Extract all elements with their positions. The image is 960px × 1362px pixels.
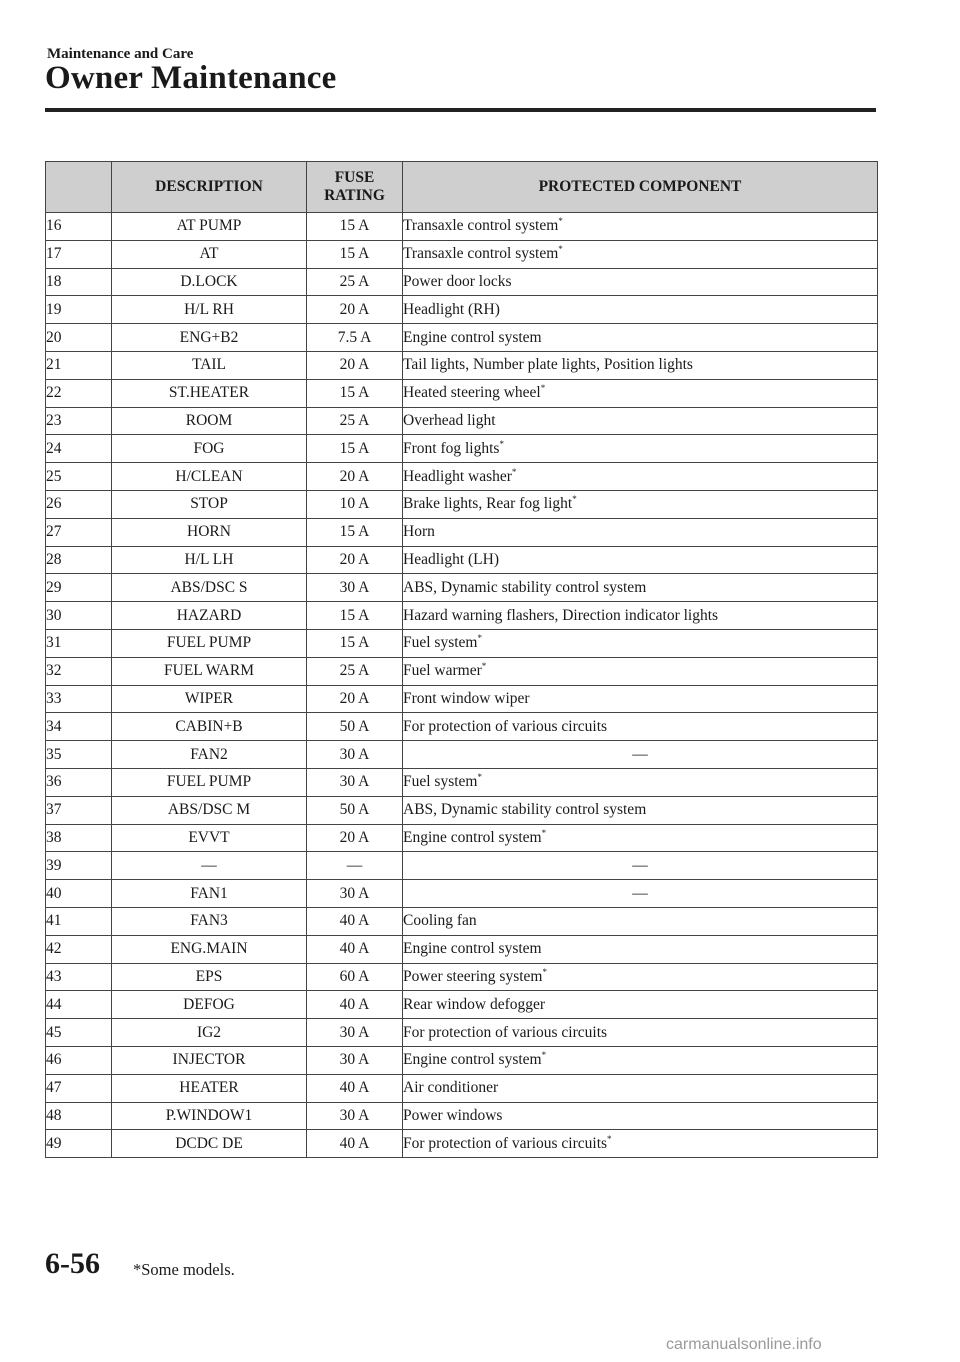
table-row [46, 1019, 878, 1047]
fuse-number: 27 [46, 518, 112, 546]
page-number: 6-56 [45, 1247, 100, 1280]
protected-component: Fuel system* [403, 768, 878, 796]
table-row [46, 1046, 878, 1074]
some-models-mark: * [499, 438, 504, 449]
fuse-number: 28 [46, 546, 112, 574]
some-models-mark: * [558, 216, 563, 227]
protected-component: Power windows [403, 1102, 878, 1130]
fuse-description: EPS [112, 963, 307, 991]
fuse-number: 19 [46, 296, 112, 324]
some-models-mark: * [477, 772, 482, 783]
table-row [46, 768, 878, 796]
fuse-number: 38 [46, 824, 112, 852]
fuse-rating: 50 A [307, 713, 403, 741]
some-models-mark: * [542, 967, 547, 977]
fuse-description: ST.HEATER [112, 379, 307, 407]
fuse-rating: 20 A [307, 351, 403, 379]
fuse-description: WIPER [112, 685, 307, 713]
protected-component: For protection of various circuits* [403, 1130, 878, 1158]
fuse-rating: 25 A [307, 268, 403, 296]
protected-component: Headlight washer* [403, 463, 878, 491]
fuse-rating: 40 A [307, 991, 403, 1019]
fuse-number: 42 [46, 935, 112, 963]
fuse-description: DCDC DE [112, 1130, 307, 1158]
some-models-mark: * [541, 828, 547, 839]
protected-component: For protection of various circuits [403, 1019, 878, 1047]
fuse-rating: 40 A [307, 935, 403, 963]
table-row [46, 435, 878, 463]
protected-component: Engine control system [403, 935, 878, 963]
table-row [46, 741, 878, 769]
fuse-rating: 30 A [307, 1046, 403, 1074]
fuse-rating: 30 A [307, 1102, 403, 1130]
fuse-description: TAIL [112, 351, 307, 379]
fuse-rating: 15 A [307, 518, 403, 546]
fuse-number: 37 [46, 796, 112, 824]
protected-component: — [403, 741, 878, 769]
some-models-mark: * [477, 633, 482, 644]
fuse-number: 49 [46, 1130, 112, 1158]
fuse-rating: 30 A [307, 1019, 403, 1047]
fuse-rating: 15 A [307, 240, 403, 268]
protected-component: ABS, Dynamic stability control system [403, 796, 878, 824]
fuse-number: 35 [46, 741, 112, 769]
table-header-row [46, 162, 878, 213]
fuse-rating: 15 A [307, 379, 403, 407]
fuse-description: IG2 [112, 1019, 307, 1047]
some-models-mark: * [572, 494, 577, 505]
column-header-protected-component: PROTECTED COMPONENT [403, 162, 878, 213]
fuse-description: H/CLEAN [112, 463, 307, 491]
fuse-number: 23 [46, 407, 112, 435]
fuse-rating: 15 A [307, 602, 403, 630]
fuse-description: FAN3 [112, 907, 307, 935]
protected-component: Fuel warmer* [403, 657, 878, 685]
table-row [46, 657, 878, 685]
fuse-number: 34 [46, 713, 112, 741]
protected-component: Overhead light [403, 407, 878, 435]
some-models-mark: * [558, 244, 563, 255]
protected-component: Front window wiper [403, 685, 878, 713]
fuse-description: CABIN+B [112, 713, 307, 741]
fuse-number: 48 [46, 1102, 112, 1130]
table-row [46, 518, 878, 546]
table-row [46, 880, 878, 908]
footnote: *Some models. [133, 1260, 235, 1279]
fuse-description: HEATER [112, 1074, 307, 1102]
fuse-number: 30 [46, 602, 112, 630]
fuse-description: FUEL PUMP [112, 768, 307, 796]
some-models-mark: * [541, 1050, 547, 1061]
protected-component: — [403, 852, 878, 880]
some-models-mark: * [607, 1133, 612, 1144]
fuse-number: 16 [46, 213, 112, 241]
table-row [46, 574, 878, 602]
protected-component: Headlight (RH) [403, 296, 878, 324]
table-row [46, 685, 878, 713]
fuse-number: 40 [46, 880, 112, 908]
table-row [46, 240, 878, 268]
fuse-number: 17 [46, 240, 112, 268]
fuse-number: 21 [46, 351, 112, 379]
table-row [46, 1074, 878, 1102]
protected-component: Brake lights, Rear fog light* [403, 490, 878, 518]
fuse-rating: 10 A [307, 490, 403, 518]
protected-component: Horn [403, 518, 878, 546]
fuse-rating: 30 A [307, 574, 403, 602]
fuse-number: 32 [46, 657, 112, 685]
fuse-number: 43 [46, 963, 112, 991]
table-row [46, 907, 878, 935]
fuse-description: AT PUMP [112, 213, 307, 241]
fuse-description: STOP [112, 490, 307, 518]
fuse-description: FUEL WARM [112, 657, 307, 685]
fuse-rating: 15 A [307, 629, 403, 657]
fuse-number: 20 [46, 324, 112, 352]
fuse-number: 31 [46, 629, 112, 657]
fuse-rating: 30 A [307, 880, 403, 908]
fuse-number: 36 [46, 768, 112, 796]
protected-component: Air conditioner [403, 1074, 878, 1102]
fuse-description: ENG.MAIN [112, 935, 307, 963]
protected-component: Front fog lights* [403, 435, 878, 463]
table-row [46, 629, 878, 657]
fuse-number: 24 [46, 435, 112, 463]
fuse-description: ENG+B2 [112, 324, 307, 352]
some-models-mark: * [481, 661, 487, 672]
fuse-description: ROOM [112, 407, 307, 435]
table-row [46, 713, 878, 741]
fuse-rating: 20 A [307, 685, 403, 713]
protected-component: Cooling fan [403, 907, 878, 935]
fuse-description: HORN [112, 518, 307, 546]
fuse-rating: 20 A [307, 296, 403, 324]
fuse-number: 26 [46, 490, 112, 518]
table-row [46, 463, 878, 491]
fuse-rating: 15 A [307, 213, 403, 241]
fuse-description: DEFOG [112, 991, 307, 1019]
protected-component: Fuel system* [403, 629, 878, 657]
title-rule [45, 108, 876, 112]
fuse-table [45, 161, 878, 1158]
fuse-description: EVVT [112, 824, 307, 852]
fuse-number: 47 [46, 1074, 112, 1102]
fuse-description: FAN2 [112, 741, 307, 769]
column-header-description: DESCRIPTION [112, 162, 307, 213]
fuse-number: 29 [46, 574, 112, 602]
fuse-description: ABS/DSC S [112, 574, 307, 602]
protected-component: Tail lights, Number plate lights, Position lights [403, 351, 878, 379]
protected-component: ABS, Dynamic stability control system [403, 574, 878, 602]
fuse-number: 41 [46, 907, 112, 935]
section-label: Maintenance and Care [47, 46, 194, 62]
fuse-number: 44 [46, 991, 112, 1019]
fuse-description: H/L LH [112, 546, 307, 574]
fuse-table-body [46, 213, 878, 1158]
fuse-description: P.WINDOW1 [112, 1102, 307, 1130]
fuse-number: 18 [46, 268, 112, 296]
table-row [46, 213, 878, 241]
protected-component: Hazard warning flashers, Direction indicator lights [403, 602, 878, 630]
some-models-mark: * [511, 466, 517, 477]
protected-component: Headlight (LH) [403, 546, 878, 574]
fuse-description: ABS/DSC M [112, 796, 307, 824]
some-models-mark: * [540, 383, 546, 394]
table-row [46, 324, 878, 352]
table-row [46, 824, 878, 852]
protected-component: Engine control system* [403, 1046, 878, 1074]
fuse-description: D.LOCK [112, 268, 307, 296]
fuse-number: 25 [46, 463, 112, 491]
table-row [46, 963, 878, 991]
fuse-number: 39 [46, 852, 112, 880]
protected-component: Engine control system [403, 324, 878, 352]
fuse-description: INJECTOR [112, 1046, 307, 1074]
protected-component: Transaxle control system* [403, 240, 878, 268]
fuse-rating: 40 A [307, 907, 403, 935]
fuse-description: FUEL PUMP [112, 629, 307, 657]
table-row [46, 991, 878, 1019]
fuse-rating: 60 A [307, 963, 403, 991]
table-row [46, 296, 878, 324]
fuse-rating: 25 A [307, 657, 403, 685]
table-row [46, 546, 878, 574]
table-row [46, 268, 878, 296]
table-row [46, 490, 878, 518]
protected-component: Power door locks [403, 268, 878, 296]
page-title: Owner Maintenance [45, 60, 337, 96]
fuse-number: 33 [46, 685, 112, 713]
table-row [46, 379, 878, 407]
column-header-fuse-rating: FUSE RATING [307, 162, 403, 213]
fuse-number: 22 [46, 379, 112, 407]
protected-component: — [403, 880, 878, 908]
protected-component: Power steering system* [403, 963, 878, 991]
protected-component: Heated steering wheel* [403, 379, 878, 407]
fuse-description: HAZARD [112, 602, 307, 630]
table-row [46, 796, 878, 824]
table-row [46, 407, 878, 435]
table-row [46, 602, 878, 630]
fuse-rating: 30 A [307, 741, 403, 769]
fuse-description: H/L RH [112, 296, 307, 324]
fuse-description: FOG [112, 435, 307, 463]
fuse-number: 45 [46, 1019, 112, 1047]
protected-component: For protection of various circuits [403, 713, 878, 741]
fuse-rating: 30 A [307, 768, 403, 796]
fuse-rating: 25 A [307, 407, 403, 435]
protected-component: Rear window defogger [403, 991, 878, 1019]
fuse-description: FAN1 [112, 880, 307, 908]
protected-component: Transaxle control system* [403, 213, 878, 241]
table-row [46, 351, 878, 379]
fuse-rating: 15 A [307, 435, 403, 463]
fuse-description: — [112, 852, 307, 880]
table-row [46, 935, 878, 963]
table-row [46, 852, 878, 880]
fuse-rating: 20 A [307, 463, 403, 491]
fuse-rating: — [307, 852, 403, 880]
fuse-rating: 20 A [307, 546, 403, 574]
fuse-number: 46 [46, 1046, 112, 1074]
fuse-description: AT [112, 240, 307, 268]
protected-component: Engine control system* [403, 824, 878, 852]
fuse-rating: 40 A [307, 1074, 403, 1102]
fuse-rating: 40 A [307, 1130, 403, 1158]
fuse-rating: 20 A [307, 824, 403, 852]
column-header-number [46, 162, 112, 213]
table-row [46, 1102, 878, 1130]
fuse-rating: 50 A [307, 796, 403, 824]
table-row [46, 1130, 878, 1158]
watermark: carmanualsonline.info [666, 1336, 822, 1353]
fuse-rating: 7.5 A [307, 324, 403, 352]
